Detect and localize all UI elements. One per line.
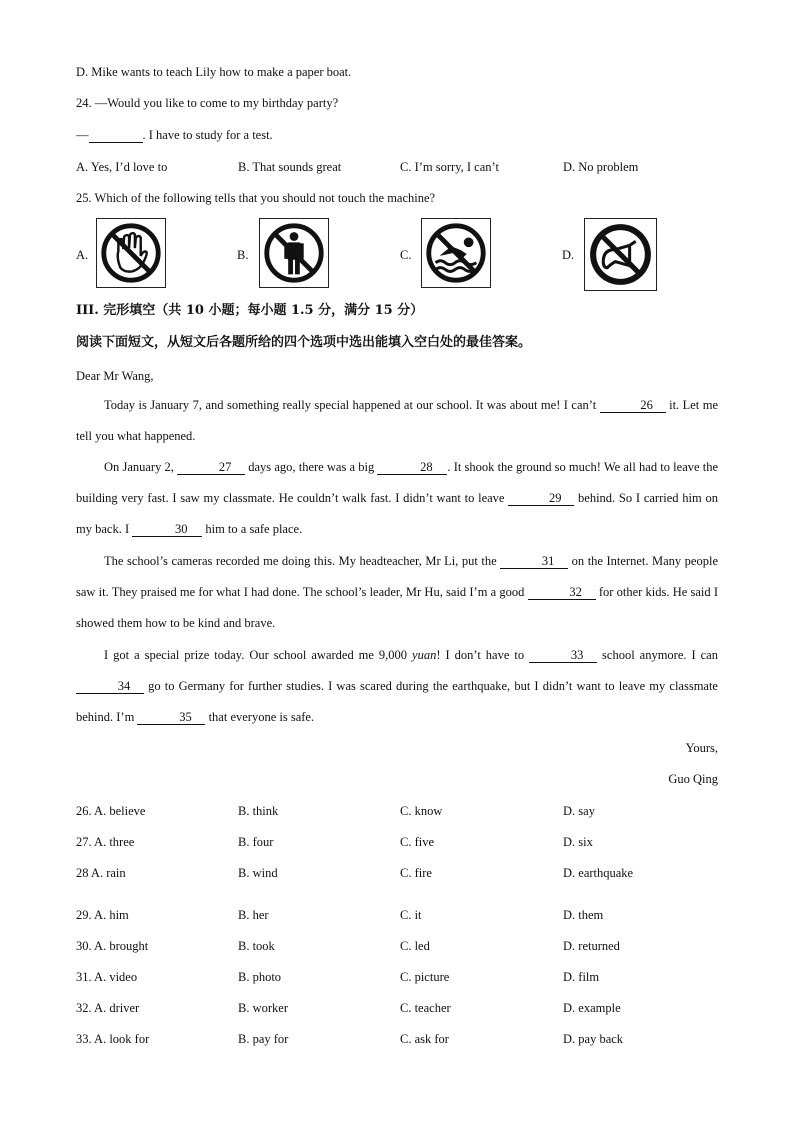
- q31-option-a: 31. A. video: [76, 970, 138, 984]
- p2-text-c: days ago, there was a big: [245, 460, 378, 474]
- blank-30: 30: [132, 522, 202, 537]
- q33-option-c: C. ask for: [400, 1032, 449, 1046]
- letter-signature: Guo Qing: [668, 772, 718, 786]
- no-pedestrians-icon: [259, 218, 329, 288]
- q25-label-d: D.: [562, 248, 575, 262]
- q33-option-d: D. pay back: [563, 1032, 624, 1046]
- q32-option-c: C. teacher: [400, 1001, 451, 1015]
- q27-option-a: 27. A. three: [76, 835, 135, 849]
- q32-option-a: 32. A. driver: [76, 1001, 140, 1015]
- blank-29: 29: [508, 491, 574, 506]
- q27-option-d: D. six: [563, 835, 593, 849]
- p1-text-c: it. Let me tell you what happened.: [76, 398, 718, 443]
- q30-option-a: 30. A. brought: [76, 939, 149, 953]
- q30-option-c: C. led: [400, 939, 430, 953]
- q31-option-c: C. picture: [400, 970, 450, 984]
- q30-option-b: B. took: [238, 939, 275, 953]
- section-instruction: 阅读下面短文，从短文后各题所给的四个选项中选出能填入空白处的最佳答案。: [76, 335, 532, 350]
- q25-question: 25. Which of the following tells that you should not touch the machine?: [76, 191, 436, 205]
- p2-text-f: him to a safe place.: [202, 522, 303, 536]
- q28-option-d: D. earthquake: [563, 866, 634, 880]
- letter-closing: Yours,: [685, 741, 718, 755]
- q32-option-b: B. worker: [238, 1001, 288, 1015]
- p2-text-d: . It shook the ground so much! We all had to leave the building very fast. I saw my classmate. He couldn’t walk fast. I didn’t want to leave: [76, 460, 718, 505]
- q29-option-b: B. her: [238, 908, 269, 922]
- section-title: III. 完形填空（共 10 小题；每小题 1.5 分，满分 15 分）: [76, 303, 424, 318]
- q24-answer-blank: [89, 128, 143, 143]
- p3-text-a: The school’s cameras recorded me doing this. My headteacher, Mr Li, put the: [104, 554, 501, 568]
- p4-text-d: go to Germany for further studies. I was scared during the earthquake, but I didn’t want to leave my classmate behind. I’m: [76, 679, 718, 724]
- letter-paragraph-4: [76, 640, 718, 733]
- blank-32: 32: [528, 585, 596, 600]
- q24-dash: —: [76, 128, 89, 142]
- no-touching-hand-icon: [96, 218, 166, 288]
- q28-option-a: 28 A. rain: [76, 866, 126, 880]
- q33-option-a: 33. A. look for: [76, 1032, 150, 1046]
- q31-option-b: B. photo: [238, 970, 282, 984]
- q33-option-b: B. pay for: [238, 1032, 289, 1046]
- blank-33: 33: [529, 648, 597, 663]
- blank-31: 31: [500, 554, 568, 569]
- letter-paragraph-3: [76, 546, 718, 639]
- p3-text-c: on the Internet. Many people saw it. They praised me for what I had done. The school’s leader, Mr Hu, said I’m a good: [76, 554, 718, 599]
- q24-option-a: A. Yes, I’d love to: [76, 160, 168, 174]
- q27-option-c: C. five: [400, 835, 435, 849]
- p2-text-e: behind. So I carried him on my back. I: [76, 491, 718, 536]
- q23-option-d: D. Mike wants to teach Lily how to make a paper boat.: [76, 65, 352, 79]
- q28-option-b: B. wind: [238, 866, 278, 880]
- letter-greeting: Dear Mr Wang,: [76, 369, 154, 383]
- q28-option-c: C. fire: [400, 866, 432, 880]
- p4-text-b: ! I don’t have to: [436, 648, 530, 662]
- blank-35: 35: [137, 710, 205, 725]
- q29-option-c: C. it: [400, 908, 422, 922]
- q25-label-b: B.: [237, 248, 249, 262]
- q24-option-c: C. I’m sorry, I can’t: [400, 160, 499, 174]
- q24-option-b: B. That sounds great: [238, 160, 342, 174]
- q31-option-d: D. film: [563, 970, 600, 984]
- p1-text-a: Today is January 7, and something really special happened at our school. It was about me! I can’t: [104, 398, 600, 412]
- p4-text-e: that everyone is safe.: [205, 710, 315, 724]
- q26-option-d: D. say: [563, 804, 595, 818]
- p3-text-d: for other kids. He said I showed them how to be kind and brave.: [76, 585, 718, 630]
- q24-reply-text: . I have to study for a test.: [142, 128, 273, 142]
- q25-label-c: C.: [400, 248, 412, 262]
- no-horn-icon: [584, 218, 657, 291]
- q24-reply: [76, 127, 273, 143]
- q24-question: 24. —Would you like to come to my birthday party?: [76, 96, 339, 110]
- q26-option-b: B. think: [238, 804, 279, 818]
- blank-26: 26: [600, 398, 666, 413]
- q29-option-d: D. them: [563, 908, 604, 922]
- q29-option-a: 29. A. him: [76, 908, 129, 922]
- blank-27: 27: [177, 460, 245, 475]
- no-swimming-icon: [421, 218, 491, 288]
- p4-text-c: school anymore. I can: [597, 648, 718, 662]
- blank-28: 28: [377, 460, 447, 475]
- letter-paragraph-1: [76, 390, 718, 452]
- q27-option-b: B. four: [238, 835, 274, 849]
- q26-option-a: 26. A. believe: [76, 804, 146, 818]
- q30-option-d: D. returned: [563, 939, 620, 953]
- q24-option-d: D. No problem: [563, 160, 639, 174]
- blank-34: 34: [76, 679, 144, 694]
- q25-label-a: A.: [76, 248, 89, 262]
- q32-option-d: D. example: [563, 1001, 621, 1015]
- p4-yuan: yuan: [412, 648, 437, 662]
- q26-option-c: C. know: [400, 804, 443, 818]
- p4-text-a: I got a special prize today. Our school awarded me 9,000: [104, 648, 413, 662]
- p2-text-a: On January 2,: [104, 460, 178, 474]
- letter-paragraph-2: [76, 452, 718, 545]
